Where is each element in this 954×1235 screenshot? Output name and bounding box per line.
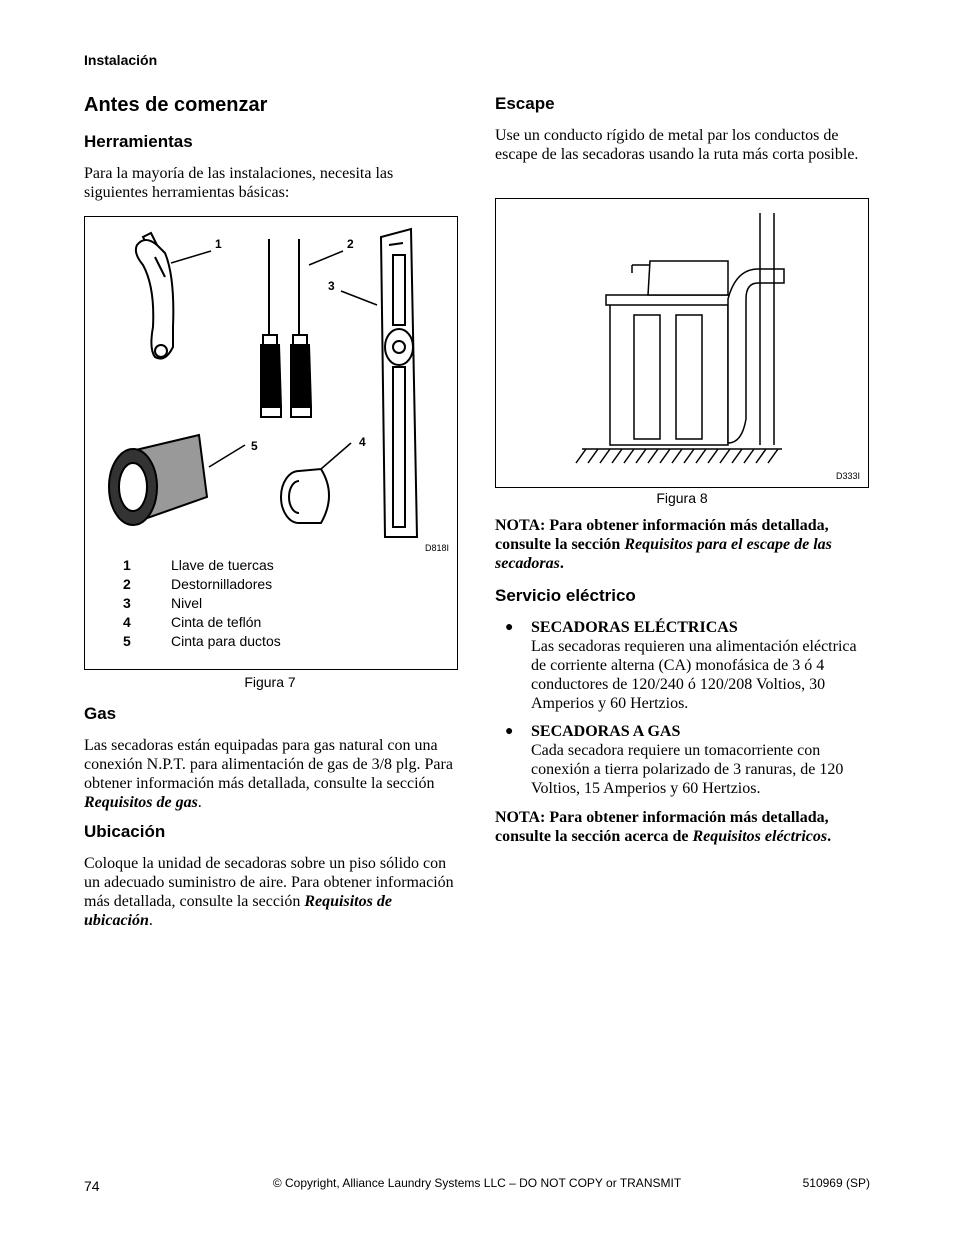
- gas-dryers-text: Cada secadora requiere un tomacorriente con conexión a tierra polarizado de 3 ranuras, de 120 Voltios, 15 Amperios y 60 Hertzios.: [531, 742, 844, 797]
- exhaust-note: NOTA: Para obtener información más detallada, consulte la sección Requisitos para el escape de las secadoras.: [495, 517, 832, 572]
- callout-2: 2: [347, 237, 354, 251]
- document-number: 510969 (SP): [802, 1176, 870, 1190]
- gas-dryers-title: SECADORAS A GAS: [531, 723, 681, 740]
- exhaust-duct-icon: [728, 213, 784, 445]
- duct-tape-icon: [109, 435, 207, 525]
- gas-text: Las secadoras están equipadas para gas natural con una conexión N.P.T. para alimentación de gas de 3/8 plg. Para obtener información más detallada, consulte la sección Requisitos de gas.: [84, 737, 453, 811]
- figure-8: [495, 198, 869, 488]
- screwdriver-icon: [261, 239, 311, 417]
- exhaust-text: Use un conducto rígido de metal par los conductos de escape de las secadoras usando la ruta más corta posible.: [495, 127, 859, 163]
- left-column: [84, 94, 459, 117]
- legend-item: 4 Cinta de teflón: [123, 614, 262, 630]
- legend-item: 1 Llave de tuercas: [123, 557, 274, 573]
- location-heading: Ubicación: [84, 822, 166, 841]
- legend-item: 5 Cinta para ductos: [123, 633, 281, 649]
- figure-8-id: D333I: [836, 471, 861, 481]
- page-number: 74: [84, 1178, 100, 1194]
- electric-dryers-title: SECADORAS ELÉCTRICAS: [531, 619, 738, 636]
- wrench-icon: [136, 233, 173, 359]
- location-text: Coloque la unidad de secadoras sobre un piso sólido con un adecuado suministro de aire. Para obtener información más detallada, consulte la sección Requisitos de ubicación.: [84, 855, 454, 929]
- teflon-tape-icon: [281, 469, 329, 523]
- tools-intro: Para la mayoría de las instalaciones, necesita las siguientes herramientas básicas:: [84, 165, 394, 201]
- level-icon: [381, 229, 417, 537]
- gas-requirements-link: Requisitos de gas: [84, 794, 198, 811]
- tools-illustration: [85, 217, 457, 547]
- gas-heading: Gas: [84, 704, 117, 723]
- dryer-icon: [606, 261, 732, 445]
- callout-4: 4: [359, 435, 366, 449]
- callout-3: 3: [328, 279, 335, 293]
- bullet-icon: ●: [505, 620, 514, 635]
- floor-hatching: [576, 449, 782, 463]
- figure-7-caption: Figura 7: [244, 674, 296, 690]
- electrical-note: NOTA: Para obtener información más detallada, consulte la sección acerca de Requisitos eléctricos.: [495, 809, 832, 845]
- legend-item: 2 Destornilladores: [123, 576, 273, 592]
- location-requirements-link: Requisitos de ubicación: [84, 893, 392, 929]
- list-item: [495, 722, 869, 798]
- list-item: [495, 618, 869, 713]
- page-title: Antes de comenzar: [84, 94, 268, 116]
- bullet-icon: ●: [505, 724, 514, 739]
- electrical-list: [495, 618, 869, 798]
- electric-dryers-text: Las secadoras requieren una alimentación eléctrica de corriente alterna (CA) monofásica de 3 ó 4 conductores de 120/240 ó 120/208 Voltios, 30 Amperios y 60 Hertzios.: [531, 638, 857, 712]
- figure-7: [84, 216, 458, 670]
- section-label: Instalación: [84, 52, 158, 68]
- callout-5: 5: [251, 439, 258, 453]
- figure-7-legend: [123, 557, 281, 652]
- exhaust-heading: Escape: [495, 94, 555, 113]
- exhaust-requirements-link: Requisitos para el escape de las secadoras: [495, 536, 832, 572]
- callout-1: 1: [215, 237, 222, 251]
- electrical-requirements-link: Requisitos eléctricos: [692, 828, 828, 845]
- copyright-notice: © Copyright, Alliance Laundry Systems LLC – DO NOT COPY or TRANSMIT: [272, 1176, 682, 1190]
- dryer-exhaust-illustration: [496, 199, 868, 487]
- tools-heading: Herramientas: [84, 132, 193, 151]
- electrical-heading: Servicio eléctrico: [495, 586, 636, 605]
- figure-7-id: D818I: [425, 543, 450, 553]
- legend-item: 3 Nivel: [123, 595, 203, 611]
- figure-8-caption: Figura 8: [656, 490, 708, 506]
